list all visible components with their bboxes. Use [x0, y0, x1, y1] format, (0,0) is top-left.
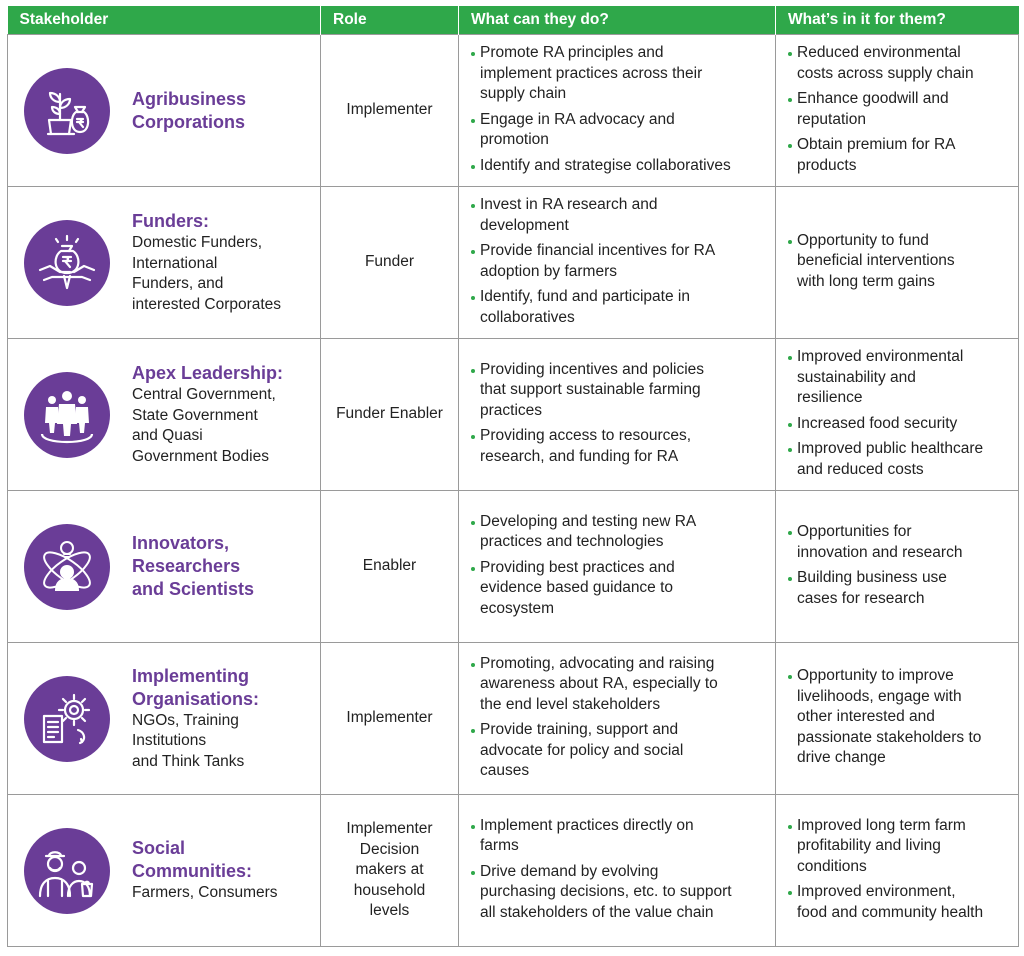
stakeholder-description: Farmers, Consumers: [132, 884, 278, 902]
what-cell: [459, 643, 776, 795]
list-item: Opportunity to fund beneficial interventions with long term gains: [788, 231, 1010, 293]
table-row: [8, 187, 1019, 339]
header-stakeholder: Stakeholder: [8, 6, 321, 35]
stakeholder-cell: [8, 339, 321, 491]
what-cell: [459, 187, 776, 339]
stakeholder-name: Implementing Organisations:: [132, 665, 260, 709]
table-row: [8, 35, 1019, 187]
list-item: Providing incentives and policies that support sustainable farming practices: [471, 360, 767, 422]
list-item: Enhance goodwill and reputation: [788, 89, 1010, 130]
what-cell: [459, 35, 776, 187]
list-item: Increased food security: [788, 414, 1010, 435]
stakeholder-cell: [8, 35, 321, 187]
benefit-cell: [776, 491, 1019, 643]
what-cell: [459, 491, 776, 643]
role-cell: Implementer: [321, 643, 459, 795]
what-cell: [459, 795, 776, 947]
list-item: Improved environmental sustainability and resilience: [788, 347, 1010, 409]
list-item: Providing best practices and evidence based guidance to ecosystem: [471, 558, 767, 620]
stakeholder-description: Domestic Funders, International Funders, and interested Corporates: [132, 234, 282, 313]
header-benefit: What’s in it for them?: [776, 6, 1019, 35]
stakeholder-cell: [8, 643, 321, 795]
benefit-cell: [776, 643, 1019, 795]
list-item: Reduced environmental costs across supply chain: [788, 43, 1010, 84]
leadership-group-icon: [24, 372, 110, 458]
list-item: Improved environment, food and community health: [788, 882, 1010, 923]
stakeholder-cell: [8, 187, 321, 339]
header-role: Role: [321, 6, 459, 35]
stakeholder-name: Funders:: [132, 211, 210, 231]
role-cell: Funder Enabler: [321, 339, 459, 491]
list-item: Invest in RA research and development: [471, 195, 767, 236]
list-item: Developing and testing new RA practices and technologies: [471, 512, 767, 553]
stakeholder-name: Social Communities:: [132, 838, 253, 882]
list-item: Provide training, support and advocate for policy and social causes: [471, 720, 767, 782]
role-cell: Implementer: [321, 35, 459, 187]
gear-document-icon: [24, 676, 110, 762]
benefit-cell: [776, 795, 1019, 947]
farmer-consumer-icon: [24, 828, 110, 914]
list-item: Building business use cases for research: [788, 568, 1010, 609]
what-cell: [459, 339, 776, 491]
list-item: Identify and strategise collaboratives: [471, 156, 767, 177]
stakeholder-description: Central Government, State Government and Quasi Government Bodies: [132, 386, 276, 465]
stakeholder-table: [7, 6, 1019, 947]
role-cell: Implementer Decision makers at household levels: [321, 795, 459, 947]
stakeholder-cell: [8, 795, 321, 947]
hands-rupee-bag-icon: [24, 220, 110, 306]
table-header-row: [8, 6, 1019, 35]
stakeholder-description: NGOs, Training Institutions and Think Tanks: [132, 711, 245, 770]
stakeholder-name: Innovators, Researchers and Scientists: [132, 533, 255, 599]
list-item: Opportunities for innovation and research: [788, 522, 1010, 563]
benefit-cell: [776, 35, 1019, 187]
table-row: [8, 643, 1019, 795]
list-item: Engage in RA advocacy and promotion: [471, 110, 767, 151]
list-item: Improved public healthcare and reduced costs: [788, 439, 1010, 480]
list-item: Drive demand by evolving purchasing decisions, etc. to support all stakeholders of the value chain: [471, 862, 767, 924]
table-row: [8, 491, 1019, 643]
stakeholder-table-container: [7, 6, 1018, 947]
list-item: Identify, fund and participate in collaboratives: [471, 287, 767, 328]
list-item: Opportunity to improve livelihoods, engage with other interested and passionate stakeholders to drive change: [788, 666, 1010, 769]
list-item: Promoting, advocating and raising awareness about RA, especially to the end level stakeholders: [471, 654, 767, 716]
benefit-cell: [776, 187, 1019, 339]
stakeholder-name: Apex Leadership:: [132, 363, 284, 383]
list-item: Provide financial incentives for RA adoption by farmers: [471, 241, 767, 282]
list-item: Promote RA principles and implement practices across their supply chain: [471, 43, 767, 105]
list-item: Implement practices directly on farms: [471, 816, 767, 857]
list-item: Obtain premium for RA products: [788, 135, 1010, 176]
list-item: Improved long term farm profitability and living conditions: [788, 816, 1010, 878]
table-row: [8, 795, 1019, 947]
plant-money-bag-icon: [24, 68, 110, 154]
list-item: Providing access to resources, research, and funding for RA: [471, 426, 767, 467]
role-cell: Funder: [321, 187, 459, 339]
innovator-atom-icon: [24, 524, 110, 610]
table-row: [8, 339, 1019, 491]
stakeholder-name: Agribusiness Corporations: [132, 88, 247, 132]
stakeholder-cell: [8, 491, 321, 643]
benefit-cell: [776, 339, 1019, 491]
role-cell: Enabler: [321, 491, 459, 643]
header-what: What can they do?: [459, 6, 776, 35]
